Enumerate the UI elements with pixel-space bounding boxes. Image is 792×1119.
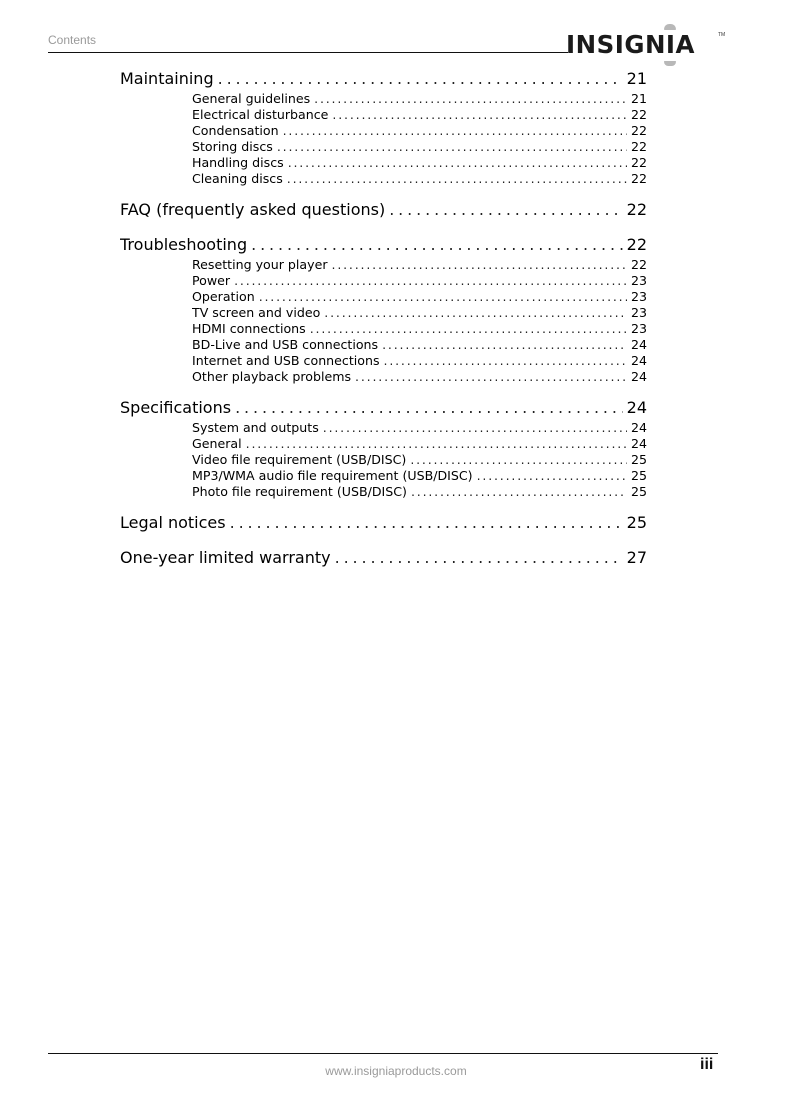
toc-entry[interactable]: [120, 395, 647, 420]
toc-subentry[interactable]: [192, 452, 647, 468]
dot-leader: [384, 353, 627, 369]
entry-page-number: 23: [630, 321, 647, 336]
entry-page-number: 22: [630, 123, 647, 138]
dot-leader: [310, 321, 627, 337]
entry-title: Internet and USB connections: [192, 353, 380, 368]
dot-leader: [323, 420, 627, 436]
trademark-mark: TM: [718, 32, 726, 38]
dot-leader: [218, 66, 623, 91]
entry-page-number: 24: [630, 369, 647, 384]
toc-subentry[interactable]: [192, 420, 647, 436]
entry-title: Electrical disturbance: [192, 107, 329, 122]
toc-subentry[interactable]: [192, 139, 647, 155]
entry-page-number: 24: [630, 436, 647, 451]
toc-section: [120, 395, 647, 500]
entry-page-number: 23: [630, 273, 647, 288]
footer-divider: [48, 1053, 718, 1054]
dot-leader: [314, 91, 627, 107]
brand-name: INSIGNIA: [566, 30, 695, 59]
entry-page-number: 22: [630, 155, 647, 170]
toc-entry[interactable]: [120, 232, 647, 257]
entry-title: Photo file requirement (USB/DISC): [192, 484, 407, 499]
toc-subentry[interactable]: [192, 171, 647, 187]
toc-subentry[interactable]: [192, 273, 647, 289]
logo-accent-bottom-icon: [664, 61, 676, 66]
toc-section: [120, 66, 647, 187]
dot-leader: [288, 155, 627, 171]
entry-page-number: 21: [630, 91, 647, 106]
entry-title: FAQ (frequently asked questions): [120, 200, 386, 219]
entry-title: Resetting your player: [192, 257, 328, 272]
entry-page-number: 22: [626, 200, 647, 219]
table-of-contents: [120, 66, 647, 580]
dot-leader: [389, 197, 622, 222]
toc-subentry[interactable]: [192, 155, 647, 171]
dot-leader: [283, 123, 627, 139]
dot-leader: [246, 436, 627, 452]
toc-subentry[interactable]: [192, 91, 647, 107]
entry-page-number: 21: [626, 69, 647, 88]
toc-subentry[interactable]: [192, 123, 647, 139]
entry-page-number: 24: [630, 337, 647, 352]
entry-title: System and outputs: [192, 420, 319, 435]
entry-title: HDMI connections: [192, 321, 306, 336]
dot-leader: [230, 510, 623, 535]
toc-subentry[interactable]: [192, 305, 647, 321]
entry-page-number: 25: [630, 468, 647, 483]
entry-title: Cleaning discs: [192, 171, 283, 186]
toc-subentry[interactable]: [192, 257, 647, 273]
toc-entry[interactable]: [120, 66, 647, 91]
entry-page-number: 24: [630, 353, 647, 368]
toc-entry[interactable]: [120, 197, 647, 222]
entry-page-number: 27: [626, 548, 647, 567]
toc-subentry[interactable]: [192, 289, 647, 305]
entry-page-number: 24: [626, 398, 647, 417]
entry-title: TV screen and video: [192, 305, 321, 320]
toc-section: [120, 232, 647, 385]
toc-section: [120, 510, 647, 535]
dot-leader: [277, 139, 627, 155]
dot-leader: [332, 257, 627, 273]
entry-title: MP3/WMA audio file requirement (USB/DISC): [192, 468, 473, 483]
entry-page-number: 23: [630, 305, 647, 320]
entry-title: Other playback problems: [192, 369, 352, 384]
section-label: Contents: [48, 33, 97, 47]
entry-title: Condensation: [192, 123, 279, 138]
toc-subentry[interactable]: [192, 321, 647, 337]
toc-subentry[interactable]: [192, 369, 647, 385]
entry-page-number: 23: [630, 289, 647, 304]
entry-title: Specifications: [120, 398, 232, 417]
entry-page-number: 22: [630, 171, 647, 186]
entry-title: General guidelines: [192, 91, 311, 106]
dot-leader: [259, 289, 627, 305]
dot-leader: [251, 232, 623, 257]
dot-leader: [335, 545, 623, 570]
toc-section: [120, 545, 647, 570]
toc-subentry[interactable]: [192, 468, 647, 484]
entry-page-number: 24: [630, 420, 647, 435]
toc-subentry[interactable]: [192, 337, 647, 353]
website-url: www.insigniaproducts.com: [325, 1064, 467, 1078]
entry-page-number: 22: [630, 139, 647, 154]
entry-title: Handling discs: [192, 155, 284, 170]
entry-title: Storing discs: [192, 139, 273, 154]
entry-title: Operation: [192, 289, 255, 304]
dot-leader: [382, 337, 627, 353]
dot-leader: [411, 484, 627, 500]
dot-leader: [332, 107, 627, 123]
dot-leader: [355, 369, 627, 385]
toc-subentry[interactable]: [192, 107, 647, 123]
entry-title: Video file requirement (USB/DISC): [192, 452, 407, 467]
toc-entry[interactable]: [120, 545, 647, 570]
dot-leader: [287, 171, 627, 187]
dot-leader: [235, 395, 623, 420]
entry-title: Power: [192, 273, 231, 288]
entry-page-number: 22: [630, 107, 647, 122]
toc-entry[interactable]: [120, 510, 647, 535]
toc-subentry[interactable]: [192, 353, 647, 369]
entry-page-number: 25: [630, 484, 647, 499]
dot-leader: [477, 468, 627, 484]
dot-leader: [410, 452, 627, 468]
insignia-logo: [566, 24, 726, 68]
entry-title: Troubleshooting: [120, 235, 248, 254]
dot-leader: [234, 273, 627, 289]
entry-title: Legal notices: [120, 513, 226, 532]
toc-subentry[interactable]: [192, 436, 647, 452]
entry-page-number: 22: [630, 257, 647, 272]
toc-section: [120, 197, 647, 222]
entry-title: Maintaining: [120, 69, 214, 88]
entry-title: One-year limited warranty: [120, 548, 331, 567]
dot-leader: [324, 305, 627, 321]
entry-page-number: 25: [630, 452, 647, 467]
toc-subentry[interactable]: [192, 484, 647, 500]
entry-page-number: 25: [626, 513, 647, 532]
entry-title: BD-Live and USB connections: [192, 337, 379, 352]
entry-title: General: [192, 436, 242, 451]
header-divider: [48, 52, 568, 53]
entry-page-number: 22: [626, 235, 647, 254]
page-number: iii: [700, 1056, 714, 1073]
